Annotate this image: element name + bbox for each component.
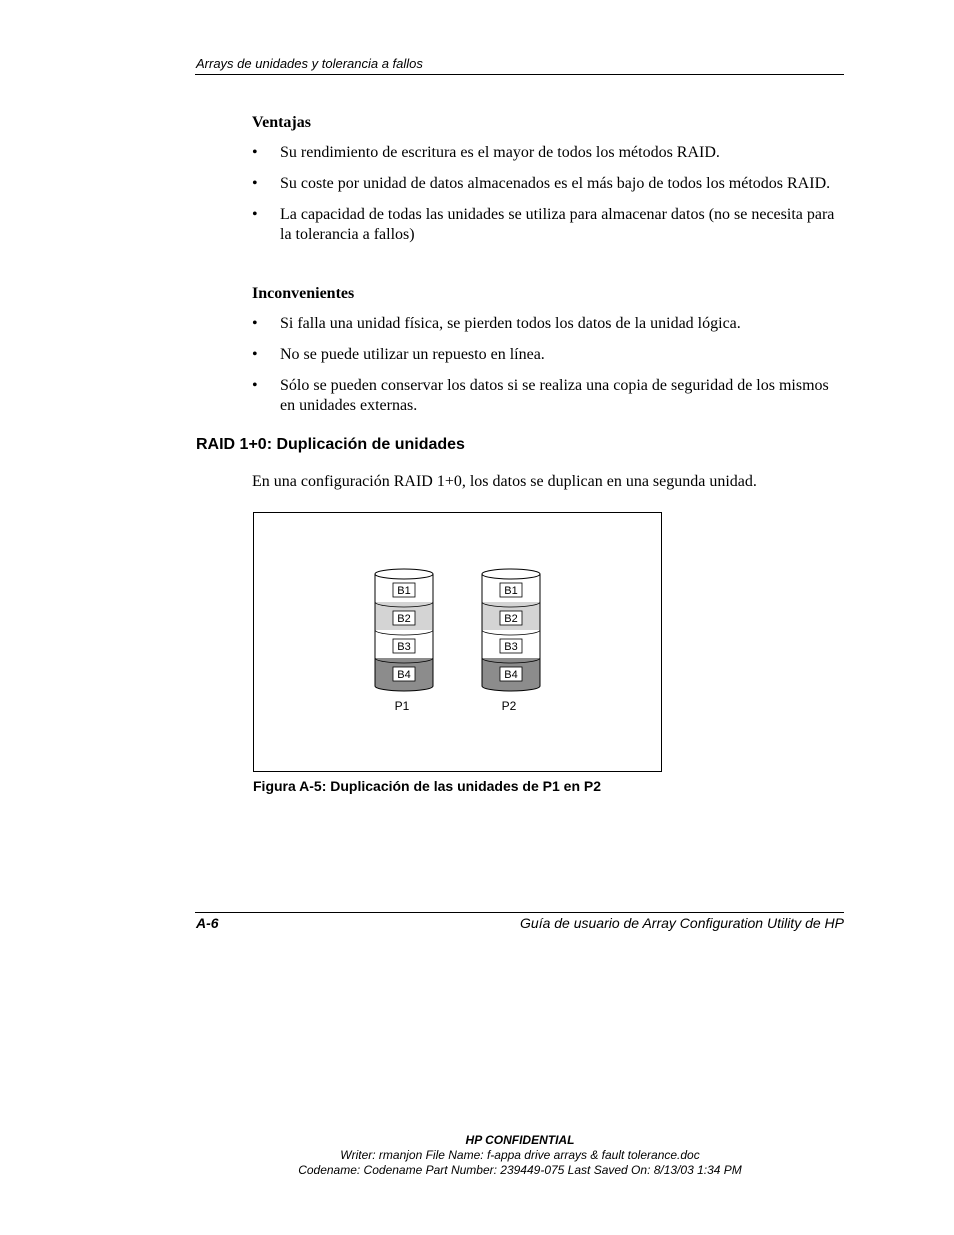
- figure-box: [253, 512, 662, 772]
- drive-p1: [375, 569, 433, 713]
- codename-line: Codename: Codename Part Number: 239449-075 Last Saved On: 8/13/03 1:34 PM: [298, 1163, 742, 1177]
- disadvantages-heading: Inconvenientes: [252, 285, 355, 302]
- confidential-label: HP CONFIDENTIAL: [465, 1133, 575, 1147]
- writer-line: Writer: rmanjon File Name: f-appa drive arrays & fault tolerance.doc: [340, 1148, 700, 1162]
- advantages-heading: Ventajas: [252, 114, 311, 131]
- drive-mirroring-diagram: [254, 513, 661, 771]
- drive-p2: [482, 569, 540, 713]
- footer-rule: [195, 912, 844, 913]
- block-label: B3: [504, 641, 518, 653]
- footer-guide-title: Guía de usuario de Array Configuration Utility de HP: [520, 915, 844, 931]
- block-label: B4: [397, 669, 411, 681]
- drive-top-cap: [482, 569, 540, 579]
- block-label: B3: [397, 641, 411, 653]
- list-item: • Su rendimiento de escritura es el mayor de todos los métodos RAID.: [252, 144, 720, 161]
- bullet-icon: •: [252, 175, 258, 192]
- bullet-icon: •: [252, 377, 258, 394]
- bullet-icon: •: [252, 346, 258, 363]
- block-label: B1: [397, 585, 411, 597]
- list-item: • No se puede utilizar un repuesto en línea.: [252, 346, 545, 363]
- list-item: • Sólo se pueden conservar los datos si se realiza una copia de seguridad de los mismos en unidades externas.: [252, 377, 829, 414]
- list-item: • La capacidad de todas las unidades se utiliza para almacenar datos (no se necesita para la tolerancia a fallos): [252, 206, 835, 243]
- list-item: • Si falla una unidad física, se pierden todos los datos de la unidad lógica.: [252, 315, 741, 332]
- block-label: B1: [504, 585, 518, 597]
- bullet-icon: •: [252, 144, 258, 161]
- figure-caption: Figura A-5: Duplicación de las unidades de P1 en P2: [253, 778, 602, 794]
- disadvantages-list: [252, 314, 844, 427]
- header-rule: [195, 74, 844, 75]
- page-number: A-6: [196, 915, 219, 931]
- section-heading: RAID 1+0: Duplicación de unidades: [196, 436, 465, 453]
- drive-top-cap: [375, 569, 433, 579]
- bullet-icon: •: [252, 206, 258, 223]
- drive-label: P1: [394, 699, 410, 713]
- confidential-block: [0, 1133, 954, 1178]
- drive-label: P2: [501, 699, 517, 713]
- list-item: • Su coste por unidad de datos almacenados es el más bajo de todos los métodos RAID.: [252, 175, 831, 192]
- running-header: Arrays de unidades y tolerancia a fallos: [196, 56, 423, 71]
- intro-paragraph: En una configuración RAID 1+0, los datos se duplican en una segunda unidad.: [252, 473, 757, 490]
- bullet-icon: •: [252, 315, 258, 332]
- block-label: B2: [504, 613, 518, 625]
- advantages-list: [252, 143, 844, 256]
- block-label: B4: [504, 669, 518, 681]
- block-label: B2: [397, 613, 411, 625]
